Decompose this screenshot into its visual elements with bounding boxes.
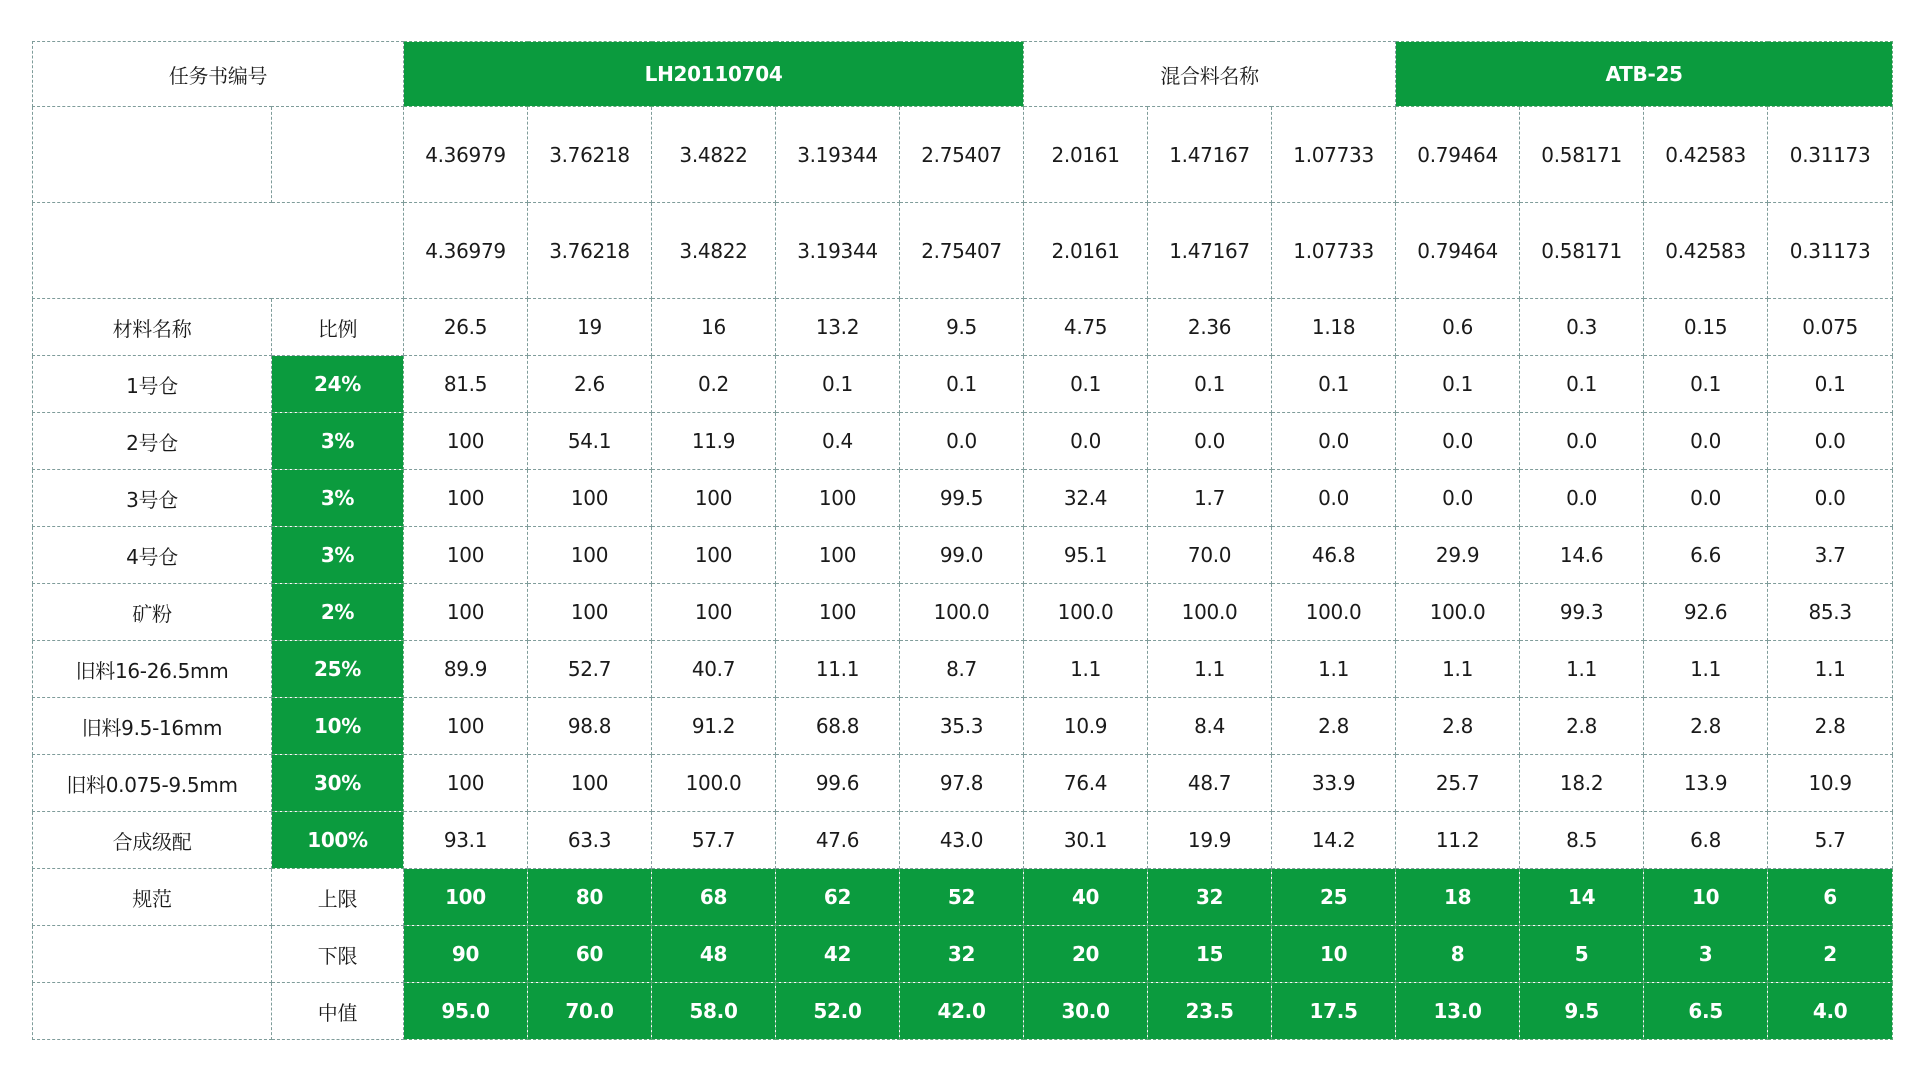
- passing-value-cell[interactable]: 10.9: [1768, 755, 1893, 812]
- sieve-size-header: 16: [652, 299, 776, 356]
- passing-value-cell[interactable]: 19.9: [1148, 812, 1272, 869]
- passing-value-cell[interactable]: 100: [776, 470, 900, 527]
- passing-value-cell[interactable]: 100.0: [900, 584, 1024, 641]
- passing-value-cell[interactable]: 100: [528, 584, 652, 641]
- passing-value-cell[interactable]: 100: [776, 584, 900, 641]
- passing-value-cell[interactable]: 100.0: [1148, 584, 1272, 641]
- spec-value-cell[interactable]: 15: [1148, 926, 1272, 983]
- passing-value-cell[interactable]: 100: [404, 584, 528, 641]
- sieve-value-cell[interactable]: 0.31173: [1768, 107, 1893, 203]
- passing-value-cell[interactable]: 100.0: [1024, 584, 1148, 641]
- material-ratio-cell[interactable]: 3%: [272, 527, 404, 584]
- passing-value-cell[interactable]: 100: [404, 527, 528, 584]
- passing-value-cell[interactable]: 91.2: [652, 698, 776, 755]
- material-name-cell: 2号仓: [33, 413, 272, 470]
- passing-value-cell[interactable]: 95.1: [1024, 527, 1148, 584]
- passing-value-cell[interactable]: 100.0: [1396, 584, 1520, 641]
- spec-value-cell[interactable]: 40: [1024, 869, 1148, 926]
- sieve-value-cell[interactable]: 0.58171: [1520, 203, 1644, 299]
- passing-value-cell[interactable]: 99.5: [900, 470, 1024, 527]
- material-row: [33, 527, 1893, 584]
- spec-value-cell[interactable]: 90: [404, 926, 528, 983]
- passing-value-cell[interactable]: 25.7: [1396, 755, 1520, 812]
- passing-value-cell[interactable]: 2.8: [1768, 698, 1893, 755]
- passing-value-cell[interactable]: 1.7: [1148, 470, 1272, 527]
- passing-value-cell[interactable]: 0.1: [900, 356, 1024, 413]
- passing-value-cell[interactable]: 3.7: [1768, 527, 1893, 584]
- passing-value-cell[interactable]: 0.4: [776, 413, 900, 470]
- passing-value-cell[interactable]: 100: [404, 413, 528, 470]
- spec-row: [33, 926, 1893, 983]
- passing-value-cell[interactable]: 0.1: [1148, 356, 1272, 413]
- material-name-cell: 矿粉: [33, 584, 272, 641]
- material-name-cell: 1号仓: [33, 356, 272, 413]
- material-ratio-cell[interactable]: 25%: [272, 641, 404, 698]
- sieve-value-cell[interactable]: 4.36979: [404, 203, 528, 299]
- passing-value-cell[interactable]: 0.1: [1396, 356, 1520, 413]
- passing-value-cell[interactable]: 1.1: [1272, 641, 1396, 698]
- material-row: [33, 812, 1893, 869]
- spec-row: [33, 869, 1893, 926]
- passing-value-cell[interactable]: 0.1: [1768, 356, 1893, 413]
- material-name-header: 材料名称: [33, 299, 272, 356]
- sieve-size-header: 2.36: [1148, 299, 1272, 356]
- spec-value-cell[interactable]: 14: [1520, 869, 1644, 926]
- material-name-cell: 3号仓: [33, 470, 272, 527]
- sieve-size-header: 4.75: [1024, 299, 1148, 356]
- material-row: [33, 584, 1893, 641]
- material-ratio-cell[interactable]: 10%: [272, 698, 404, 755]
- passing-value-cell[interactable]: 100.0: [652, 755, 776, 812]
- passing-value-cell[interactable]: 1.1: [1768, 641, 1893, 698]
- passing-value-cell[interactable]: 30.1: [1024, 812, 1148, 869]
- spec-value-cell[interactable]: 10: [1272, 926, 1396, 983]
- passing-value-cell[interactable]: 43.0: [900, 812, 1024, 869]
- mix-name-label: 混合料名称: [1024, 42, 1396, 107]
- spec-value-cell[interactable]: 9.5: [1520, 983, 1644, 1040]
- spec-value-cell[interactable]: 18: [1396, 869, 1520, 926]
- passing-value-cell[interactable]: 98.8: [528, 698, 652, 755]
- sieve-value-cell[interactable]: 4.36979: [404, 107, 528, 203]
- sieve-size-header: 0.075: [1768, 299, 1893, 356]
- passing-value-cell[interactable]: 97.8: [900, 755, 1024, 812]
- material-ratio-cell[interactable]: 3%: [272, 470, 404, 527]
- material-row: [33, 470, 1893, 527]
- passing-value-cell[interactable]: 0.0: [1644, 470, 1768, 527]
- material-ratio-cell[interactable]: 100%: [272, 812, 404, 869]
- task-number-label: 任务书编号: [33, 42, 404, 107]
- sieve-value-cell[interactable]: 0.79464: [1396, 107, 1520, 203]
- passing-value-cell[interactable]: 54.1: [528, 413, 652, 470]
- material-row: [33, 356, 1893, 413]
- passing-value-cell[interactable]: 100: [776, 527, 900, 584]
- passing-value-cell[interactable]: 0.1: [1520, 356, 1644, 413]
- passing-value-cell[interactable]: 63.3: [528, 812, 652, 869]
- passing-value-cell[interactable]: 14.2: [1272, 812, 1396, 869]
- spec-value-cell[interactable]: 23.5: [1148, 983, 1272, 1040]
- passing-value-cell[interactable]: 2.8: [1644, 698, 1768, 755]
- passing-value-cell[interactable]: 100: [404, 470, 528, 527]
- spec-value-cell[interactable]: 52: [900, 869, 1024, 926]
- sieve-size-header: 0.15: [1644, 299, 1768, 356]
- sieve-value-cell[interactable]: 3.76218: [528, 203, 652, 299]
- spec-value-cell[interactable]: 95.0: [404, 983, 528, 1040]
- spec-value-cell[interactable]: 8: [1396, 926, 1520, 983]
- spec-value-cell[interactable]: 10: [1644, 869, 1768, 926]
- passing-value-cell[interactable]: 35.3: [900, 698, 1024, 755]
- passing-value-cell[interactable]: 0.0: [1024, 413, 1148, 470]
- sieve-value-cell[interactable]: 1.07733: [1272, 107, 1396, 203]
- sieve-value-cell[interactable]: 3.4822: [652, 107, 776, 203]
- material-name-cell: 旧料0.075-9.5mm: [33, 755, 272, 812]
- spec-value-cell[interactable]: 4.0: [1768, 983, 1893, 1040]
- passing-value-cell[interactable]: 81.5: [404, 356, 528, 413]
- sieve-size-header: 19: [528, 299, 652, 356]
- sieve-value-cell[interactable]: 3.19344: [776, 107, 900, 203]
- spec-value-cell[interactable]: 20: [1024, 926, 1148, 983]
- sieve-value-cell[interactable]: 3.19344: [776, 203, 900, 299]
- size-header-row: [33, 299, 1893, 356]
- passing-value-cell[interactable]: 68.8: [776, 698, 900, 755]
- sieve-value-cell[interactable]: 0.42583: [1644, 107, 1768, 203]
- material-name-cell: 旧料9.5-16mm: [33, 698, 272, 755]
- material-ratio-cell[interactable]: 2%: [272, 584, 404, 641]
- spec-value-cell[interactable]: 6: [1768, 869, 1893, 926]
- passing-value-cell[interactable]: 11.2: [1396, 812, 1520, 869]
- passing-value-cell[interactable]: 0.0: [1520, 470, 1644, 527]
- passing-value-cell[interactable]: 0.1: [1644, 356, 1768, 413]
- spec-label: 规范: [33, 869, 272, 926]
- blank-cell: [33, 203, 404, 299]
- material-row: [33, 413, 1893, 470]
- spec-value-cell[interactable]: 58.0: [652, 983, 776, 1040]
- passing-value-cell[interactable]: 89.9: [404, 641, 528, 698]
- sieve-value-cell[interactable]: 3.76218: [528, 107, 652, 203]
- passing-value-cell[interactable]: 8.5: [1520, 812, 1644, 869]
- spec-value-cell[interactable]: 3: [1644, 926, 1768, 983]
- passing-value-cell[interactable]: 1.1: [1024, 641, 1148, 698]
- passing-value-cell[interactable]: 52.7: [528, 641, 652, 698]
- spec-value-cell[interactable]: 2: [1768, 926, 1893, 983]
- blank-cell: [272, 107, 404, 203]
- sieve-row: [33, 203, 1893, 299]
- passing-value-cell[interactable]: 11.9: [652, 413, 776, 470]
- passing-value-cell[interactable]: 11.1: [776, 641, 900, 698]
- passing-value-cell[interactable]: 5.7: [1768, 812, 1893, 869]
- passing-value-cell[interactable]: 2.8: [1272, 698, 1396, 755]
- material-name-cell: 合成级配: [33, 812, 272, 869]
- passing-value-cell[interactable]: 0.0: [900, 413, 1024, 470]
- spec-limit-label: 上限: [272, 869, 404, 926]
- spec-value-cell[interactable]: 17.5: [1272, 983, 1396, 1040]
- passing-value-cell[interactable]: 0.0: [1148, 413, 1272, 470]
- passing-value-cell[interactable]: 13.9: [1644, 755, 1768, 812]
- passing-value-cell[interactable]: 76.4: [1024, 755, 1148, 812]
- passing-value-cell[interactable]: 100: [528, 755, 652, 812]
- passing-value-cell[interactable]: 0.1: [1024, 356, 1148, 413]
- spec-value-cell[interactable]: 48: [652, 926, 776, 983]
- passing-value-cell[interactable]: 85.3: [1768, 584, 1893, 641]
- passing-value-cell[interactable]: 1.1: [1396, 641, 1520, 698]
- passing-value-cell[interactable]: 99.3: [1520, 584, 1644, 641]
- passing-value-cell[interactable]: 100: [652, 584, 776, 641]
- spec-value-cell[interactable]: 70.0: [528, 983, 652, 1040]
- spec-value-cell[interactable]: 6.5: [1644, 983, 1768, 1040]
- blank-cell: [33, 926, 272, 983]
- material-name-cell: 4号仓: [33, 527, 272, 584]
- passing-value-cell[interactable]: 2.8: [1396, 698, 1520, 755]
- passing-value-cell[interactable]: 57.7: [652, 812, 776, 869]
- passing-value-cell[interactable]: 0.1: [1272, 356, 1396, 413]
- passing-value-cell[interactable]: 47.6: [776, 812, 900, 869]
- passing-value-cell[interactable]: 14.6: [1520, 527, 1644, 584]
- material-ratio-cell[interactable]: 30%: [272, 755, 404, 812]
- material-row: [33, 641, 1893, 698]
- passing-value-cell[interactable]: 93.1: [404, 812, 528, 869]
- passing-value-cell[interactable]: 0.0: [1768, 413, 1893, 470]
- material-row: [33, 755, 1893, 812]
- sieve-value-cell[interactable]: 1.47167: [1148, 203, 1272, 299]
- sieve-value-cell[interactable]: 2.75407: [900, 107, 1024, 203]
- passing-value-cell[interactable]: 99.6: [776, 755, 900, 812]
- material-ratio-cell[interactable]: 24%: [272, 356, 404, 413]
- passing-value-cell[interactable]: 100: [404, 698, 528, 755]
- passing-value-cell[interactable]: 1.1: [1148, 641, 1272, 698]
- passing-value-cell[interactable]: 0.0: [1768, 470, 1893, 527]
- sieve-size-header: 0.6: [1396, 299, 1520, 356]
- spec-limit-label: 中值: [272, 983, 404, 1040]
- passing-value-cell[interactable]: 33.9: [1272, 755, 1396, 812]
- sieve-value-cell[interactable]: 0.31173: [1768, 203, 1893, 299]
- material-ratio-cell[interactable]: 3%: [272, 413, 404, 470]
- passing-value-cell[interactable]: 8.4: [1148, 698, 1272, 755]
- passing-value-cell[interactable]: 0.0: [1396, 413, 1520, 470]
- passing-value-cell[interactable]: 0.2: [652, 356, 776, 413]
- passing-value-cell[interactable]: 29.9: [1396, 527, 1520, 584]
- spec-value-cell[interactable]: 100: [404, 869, 528, 926]
- passing-value-cell[interactable]: 70.0: [1148, 527, 1272, 584]
- passing-value-cell[interactable]: 100.0: [1272, 584, 1396, 641]
- passing-value-cell[interactable]: 100: [404, 755, 528, 812]
- sieve-value-cell[interactable]: 2.75407: [900, 203, 1024, 299]
- passing-value-cell[interactable]: 0.0: [1520, 413, 1644, 470]
- table-body: [33, 42, 1893, 1040]
- passing-value-cell[interactable]: 0.0: [1396, 470, 1520, 527]
- passing-value-cell[interactable]: 100: [652, 527, 776, 584]
- passing-value-cell[interactable]: 92.6: [1644, 584, 1768, 641]
- spec-value-cell[interactable]: 60: [528, 926, 652, 983]
- passing-value-cell[interactable]: 6.8: [1644, 812, 1768, 869]
- sieve-value-cell[interactable]: 0.42583: [1644, 203, 1768, 299]
- mix-name-value[interactable]: ATB-25: [1396, 42, 1893, 107]
- task-number-value[interactable]: LH20110704: [404, 42, 1024, 107]
- passing-value-cell[interactable]: 100: [652, 470, 776, 527]
- spec-row: [33, 983, 1893, 1040]
- passing-value-cell[interactable]: 1.1: [1644, 641, 1768, 698]
- sieve-value-cell[interactable]: 0.58171: [1520, 107, 1644, 203]
- spec-value-cell[interactable]: 42: [776, 926, 900, 983]
- spec-value-cell[interactable]: 30.0: [1024, 983, 1148, 1040]
- passing-value-cell[interactable]: 18.2: [1520, 755, 1644, 812]
- sieve-value-cell[interactable]: 1.47167: [1148, 107, 1272, 203]
- spec-limit-label: 下限: [272, 926, 404, 983]
- passing-value-cell[interactable]: 100: [528, 470, 652, 527]
- spec-value-cell[interactable]: 5: [1520, 926, 1644, 983]
- passing-value-cell[interactable]: 0.1: [776, 356, 900, 413]
- spec-value-cell[interactable]: 42.0: [900, 983, 1024, 1040]
- passing-value-cell[interactable]: 32.4: [1024, 470, 1148, 527]
- sieve-value-cell[interactable]: 3.4822: [652, 203, 776, 299]
- passing-value-cell[interactable]: 10.9: [1024, 698, 1148, 755]
- sieve-row: [33, 107, 1893, 203]
- passing-value-cell[interactable]: 100: [528, 527, 652, 584]
- passing-value-cell[interactable]: 48.7: [1148, 755, 1272, 812]
- sieve-value-cell[interactable]: 1.07733: [1272, 203, 1396, 299]
- spec-value-cell[interactable]: 25: [1272, 869, 1396, 926]
- passing-value-cell[interactable]: 40.7: [652, 641, 776, 698]
- spec-value-cell[interactable]: 13.0: [1396, 983, 1520, 1040]
- passing-value-cell[interactable]: 0.0: [1272, 413, 1396, 470]
- sieve-size-header: 13.2: [776, 299, 900, 356]
- spec-value-cell[interactable]: 32: [1148, 869, 1272, 926]
- passing-value-cell[interactable]: 46.8: [1272, 527, 1396, 584]
- sieve-size-header: 9.5: [900, 299, 1024, 356]
- material-row: [33, 698, 1893, 755]
- ratio-header: 比例: [272, 299, 404, 356]
- sieve-size-header: 26.5: [404, 299, 528, 356]
- passing-value-cell[interactable]: 1.1: [1520, 641, 1644, 698]
- sieve-value-cell[interactable]: 2.0161: [1024, 203, 1148, 299]
- passing-value-cell[interactable]: 99.0: [900, 527, 1024, 584]
- passing-value-cell[interactable]: 0.0: [1272, 470, 1396, 527]
- spec-value-cell[interactable]: 32: [900, 926, 1024, 983]
- material-name-cell: 旧料16-26.5mm: [33, 641, 272, 698]
- passing-value-cell[interactable]: 2.8: [1520, 698, 1644, 755]
- sieve-value-cell[interactable]: 0.79464: [1396, 203, 1520, 299]
- header-row: [33, 42, 1893, 107]
- passing-value-cell[interactable]: 8.7: [900, 641, 1024, 698]
- spec-value-cell[interactable]: 80: [528, 869, 652, 926]
- gradation-table: [32, 41, 1893, 1040]
- blank-cell: [33, 983, 272, 1040]
- sieve-size-header: 0.3: [1520, 299, 1644, 356]
- spec-value-cell[interactable]: 52.0: [776, 983, 900, 1040]
- passing-value-cell[interactable]: 0.0: [1644, 413, 1768, 470]
- sieve-size-header: 1.18: [1272, 299, 1396, 356]
- sieve-value-cell[interactable]: 2.0161: [1024, 107, 1148, 203]
- blank-cell: [33, 107, 272, 203]
- passing-value-cell[interactable]: 6.6: [1644, 527, 1768, 584]
- passing-value-cell[interactable]: 2.6: [528, 356, 652, 413]
- spec-value-cell[interactable]: 62: [776, 869, 900, 926]
- spec-value-cell[interactable]: 68: [652, 869, 776, 926]
